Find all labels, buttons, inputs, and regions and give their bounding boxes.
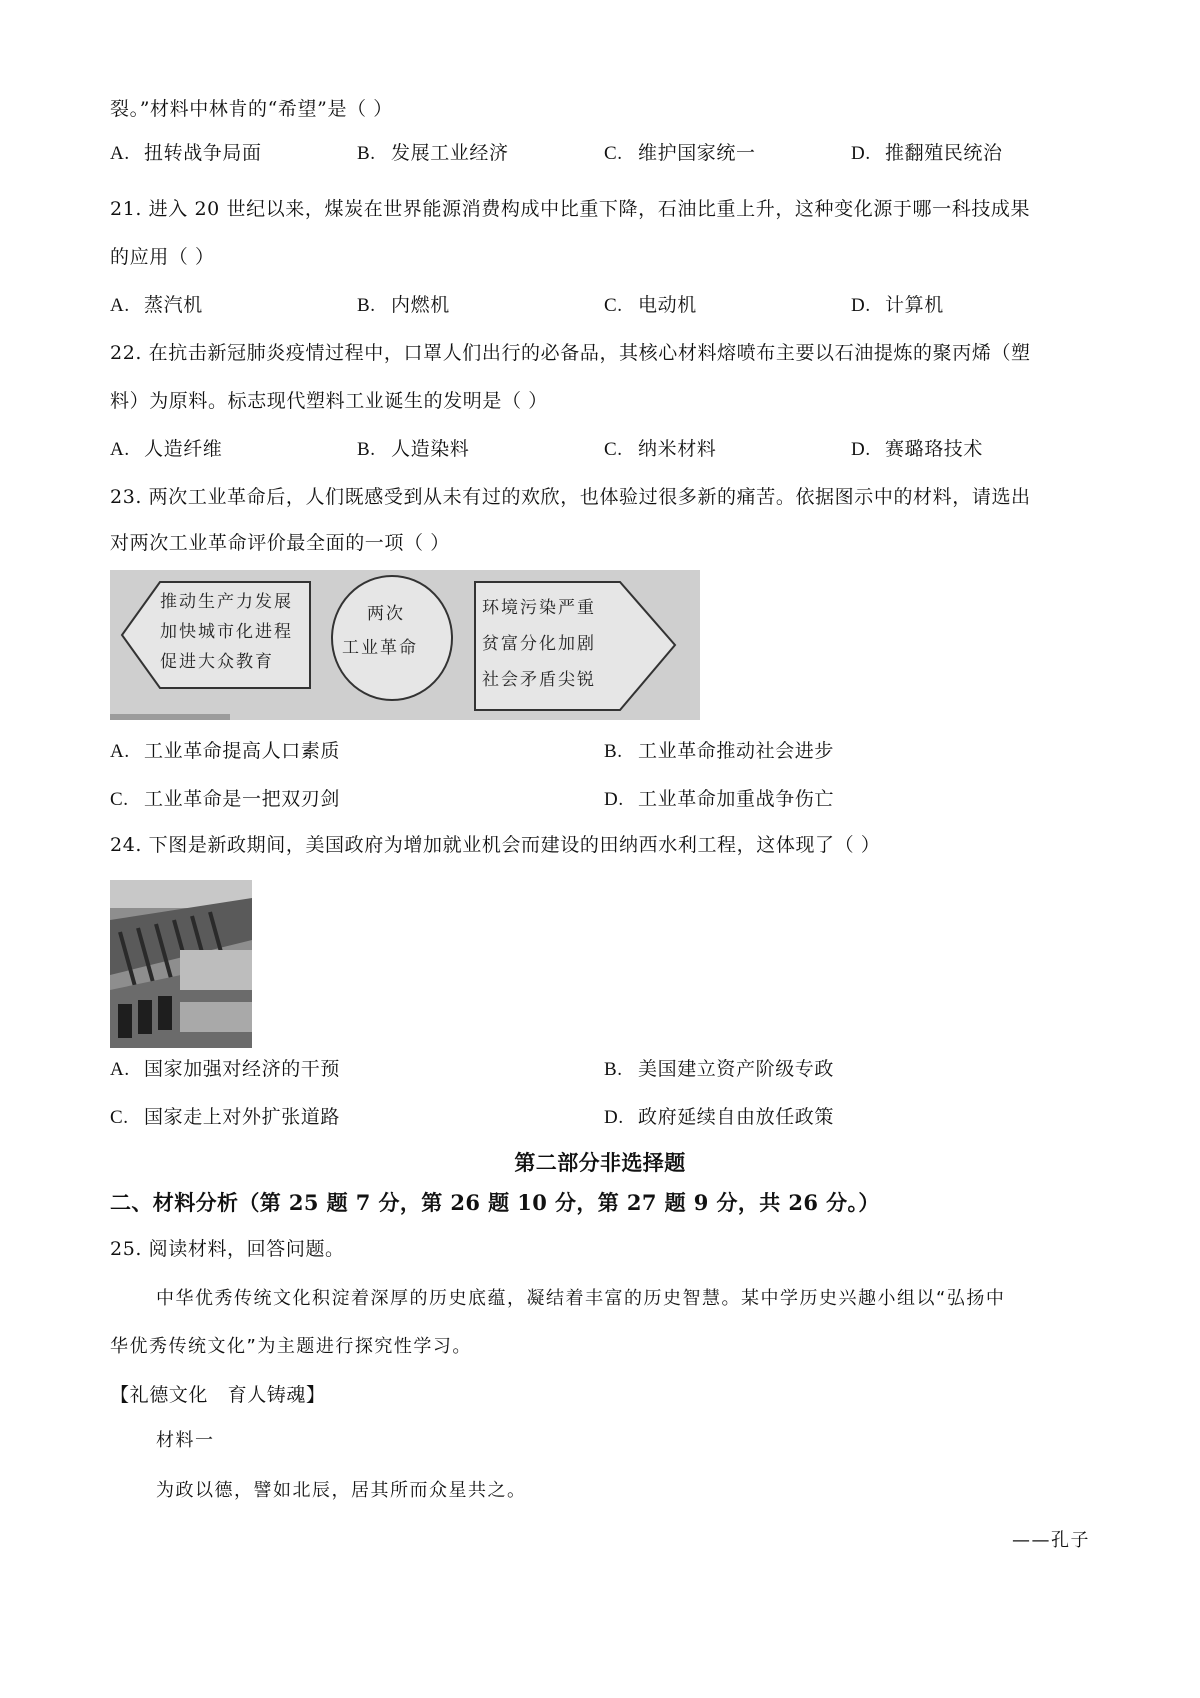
option-text: 人造染料 (391, 438, 470, 460)
diagram-center-line-1: 两次 (367, 604, 405, 624)
section-two-heading: 二、材料分析（第 25 题 7 分，第 26 题 10 分，第 27 题 9 分，共 26 分。） (110, 1190, 880, 1215)
option-text: 扭转战争局面 (144, 142, 262, 164)
diagram-left-item-3: 促进大众教育 (160, 652, 274, 672)
option-key: D. (851, 143, 871, 164)
diagram-right-item-1: 环境污染严重 (482, 598, 596, 618)
quote-source: ——孔子 (1012, 1530, 1090, 1551)
diagram-right-item-3: 社会矛盾尖锐 (482, 670, 596, 690)
q23-stem-line1: 23. 两次工业革命后，人们既感受到从未有过的欢欣，也体验过很多新的痛苦。依据图示中的材料，请选出 (110, 486, 1031, 508)
option-text: 人造纤维 (144, 438, 223, 460)
q25-subtitle: 【礼德文化 育人铸魂】 (110, 1384, 326, 1406)
option-key: C. (604, 143, 623, 164)
option-text: 纳米材料 (638, 438, 717, 460)
q23-stem-line2: 对两次工业革命评价最全面的一项（ ） (110, 532, 450, 554)
option-text: 计算机 (885, 294, 944, 316)
q21-option-c[interactable] (604, 292, 697, 319)
q24-option-b[interactable] (604, 1056, 834, 1083)
material-one-label: 材料一 (156, 1430, 215, 1451)
q24-stem: 24. 下图是新政期间，美国政府为增加就业机会而建设的田纳西水利工程，这体现了（ ） (110, 834, 881, 856)
q24-option-d[interactable] (604, 1104, 834, 1131)
option-text: 国家加强对经济的干预 (144, 1058, 341, 1080)
diagram-left-item-2: 加快城市化进程 (160, 622, 293, 642)
q25-intro: 25. 阅读材料，回答问题。 (110, 1238, 345, 1260)
q22-stem-line1: 22. 在抗击新冠肺炎疫情过程中，口罩人们出行的必备品，其核心材料熔喷布主要以石油提炼的聚丙烯（塑 (110, 342, 1031, 364)
diagram-left-item-1: 推动生产力发展 (160, 592, 293, 612)
q21-stem-line2: 的应用（ ） (110, 246, 215, 268)
q20-option-c[interactable] (604, 140, 756, 167)
option-text: 电动机 (638, 294, 697, 316)
option-key: A. (110, 439, 130, 460)
q25-paragraph-line1: 中华优秀传统文化积淀着深厚的历史底蕴，凝结着丰富的历史智慧。某中学历史兴趣小组以“弘扬中 (156, 1288, 1006, 1309)
option-key: C. (604, 295, 623, 316)
option-text: 发展工业经济 (391, 142, 509, 164)
q23-option-b[interactable] (604, 738, 834, 765)
q20-option-b[interactable] (357, 140, 509, 167)
q22-option-a[interactable] (110, 436, 222, 463)
option-text: 政府延续自由放任政策 (638, 1106, 835, 1128)
diagram-right-item-2: 贫富分化加剧 (482, 634, 596, 654)
option-key: A. (110, 295, 130, 316)
tennessee-dam-photo (110, 880, 252, 1048)
q24-option-a[interactable] (110, 1056, 340, 1083)
q20-option-a[interactable] (110, 140, 262, 167)
cropped-caption-strip (110, 714, 230, 720)
q23-option-d[interactable] (604, 786, 834, 813)
q21-option-d[interactable] (851, 292, 944, 319)
q25-paragraph-line2: 华优秀传统文化”为主题进行探究性学习。 (110, 1336, 472, 1357)
option-text: 工业革命提高人口素质 (144, 740, 341, 762)
industrial-revolution-diagram (110, 570, 700, 720)
confucius-quote: 为政以德，譬如北辰，居其所而众星共之。 (156, 1480, 527, 1501)
option-key: D. (604, 1107, 624, 1128)
option-text: 蒸汽机 (144, 294, 203, 316)
option-text: 工业革命是一把双刃剑 (144, 788, 341, 810)
option-key: C. (110, 1107, 129, 1128)
q23-option-a[interactable] (110, 738, 340, 765)
option-text: 美国建立资产阶级专政 (638, 1058, 835, 1080)
option-key: A. (110, 1059, 130, 1080)
q21-option-a[interactable] (110, 292, 203, 319)
option-key: B. (357, 295, 376, 316)
option-text: 工业革命推动社会进步 (638, 740, 835, 762)
option-text: 推翻殖民统治 (885, 142, 1003, 164)
q23-option-c[interactable] (110, 786, 340, 813)
option-key: B. (357, 439, 376, 460)
option-key: C. (604, 439, 623, 460)
option-key: B. (604, 1059, 623, 1080)
option-key: D. (851, 295, 871, 316)
q20-stem-tail: 裂。”材料中林肯的“希望”是（ ） (110, 98, 393, 120)
q21-option-b[interactable] (357, 292, 450, 319)
option-key: B. (357, 143, 376, 164)
q22-option-b[interactable] (357, 436, 469, 463)
option-key: A. (110, 143, 130, 164)
option-text: 赛璐珞技术 (885, 438, 984, 460)
option-key: B. (604, 741, 623, 762)
q22-option-d[interactable] (851, 436, 983, 463)
q24-option-c[interactable] (110, 1104, 340, 1131)
q20-option-d[interactable] (851, 140, 1003, 167)
part-two-title: 第二部分非选择题 (514, 1150, 686, 1175)
q22-stem-line2: 料）为原料。标志现代塑料工业诞生的发明是（ ） (110, 390, 548, 412)
dam-photo-drawing (110, 880, 252, 1048)
option-text: 国家走上对外扩张道路 (144, 1106, 341, 1128)
q22-option-c[interactable] (604, 436, 716, 463)
q21-stem-line1: 21. 进入 20 世纪以来，煤炭在世界能源消费构成中比重下降，石油比重上升，这种变化源于哪一科技成果 (110, 198, 1031, 220)
diagram-center-line-2: 工业革命 (342, 638, 418, 658)
option-key: D. (604, 789, 624, 810)
option-key: A. (110, 741, 130, 762)
option-text: 内燃机 (391, 294, 450, 316)
option-text: 维护国家统一 (638, 142, 756, 164)
option-text: 工业革命加重战争伤亡 (638, 788, 835, 810)
option-key: C. (110, 789, 129, 810)
option-key: D. (851, 439, 871, 460)
